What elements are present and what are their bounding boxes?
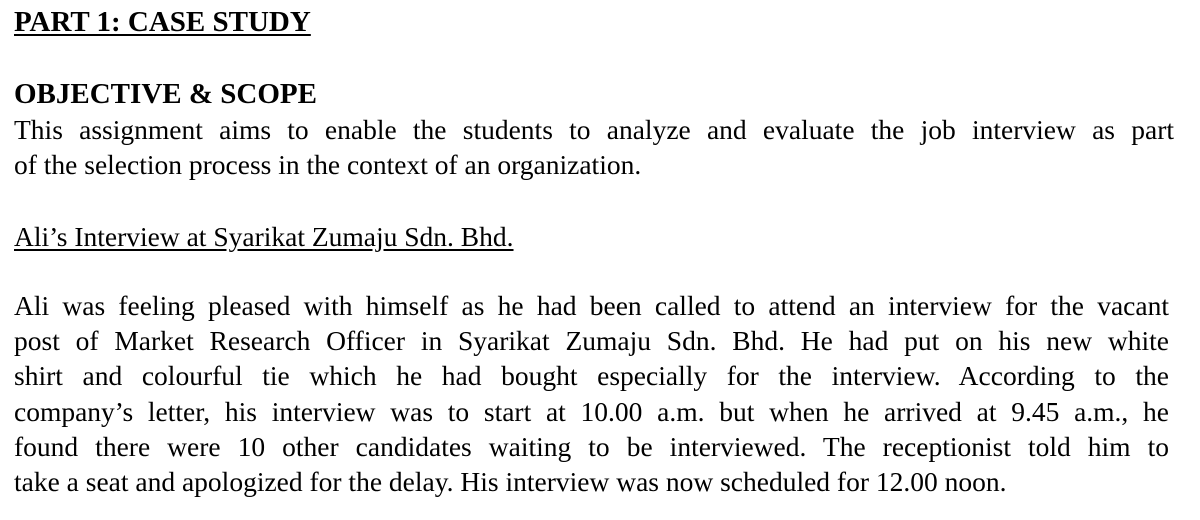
story-line: shirt and colourful tie which he had bought especially for the interview. According to the	[14, 360, 1169, 392]
story-line: post of Market Research Officer in Syarikat Zumaju Sdn. Bhd. He had put on his new white	[14, 325, 1169, 357]
part-title: PART 1: CASE STUDY	[14, 6, 311, 38]
objective-paragraph	[14, 112, 1174, 182]
case-title: Ali’s Interview at Syarikat Zumaju Sdn. Bhd.	[14, 221, 514, 252]
story-line: company’s letter, his interview was to start at 10.00 a.m. but when he arrived at 9.45 a.m., he	[14, 395, 1169, 427]
story-line: take a seat and apologized for the delay. His interview was now scheduled for 12.00 noon.	[14, 466, 1007, 498]
case-story-paragraph	[14, 288, 1169, 499]
objective-line: of the selection process in the context of an organization.	[14, 149, 642, 181]
section-heading: OBJECTIVE & SCOPE	[14, 78, 317, 110]
objective-line: This assignment aims to enable the students to analyze and evaluate the job interview as part	[14, 114, 1174, 145]
story-line: found there were 10 other candidates waiting to be interviewed. The receptionist told him to	[14, 430, 1169, 462]
story-line: Ali was feeling pleased with himself as he had been called to attend an interview for the vacant	[14, 290, 1169, 321]
